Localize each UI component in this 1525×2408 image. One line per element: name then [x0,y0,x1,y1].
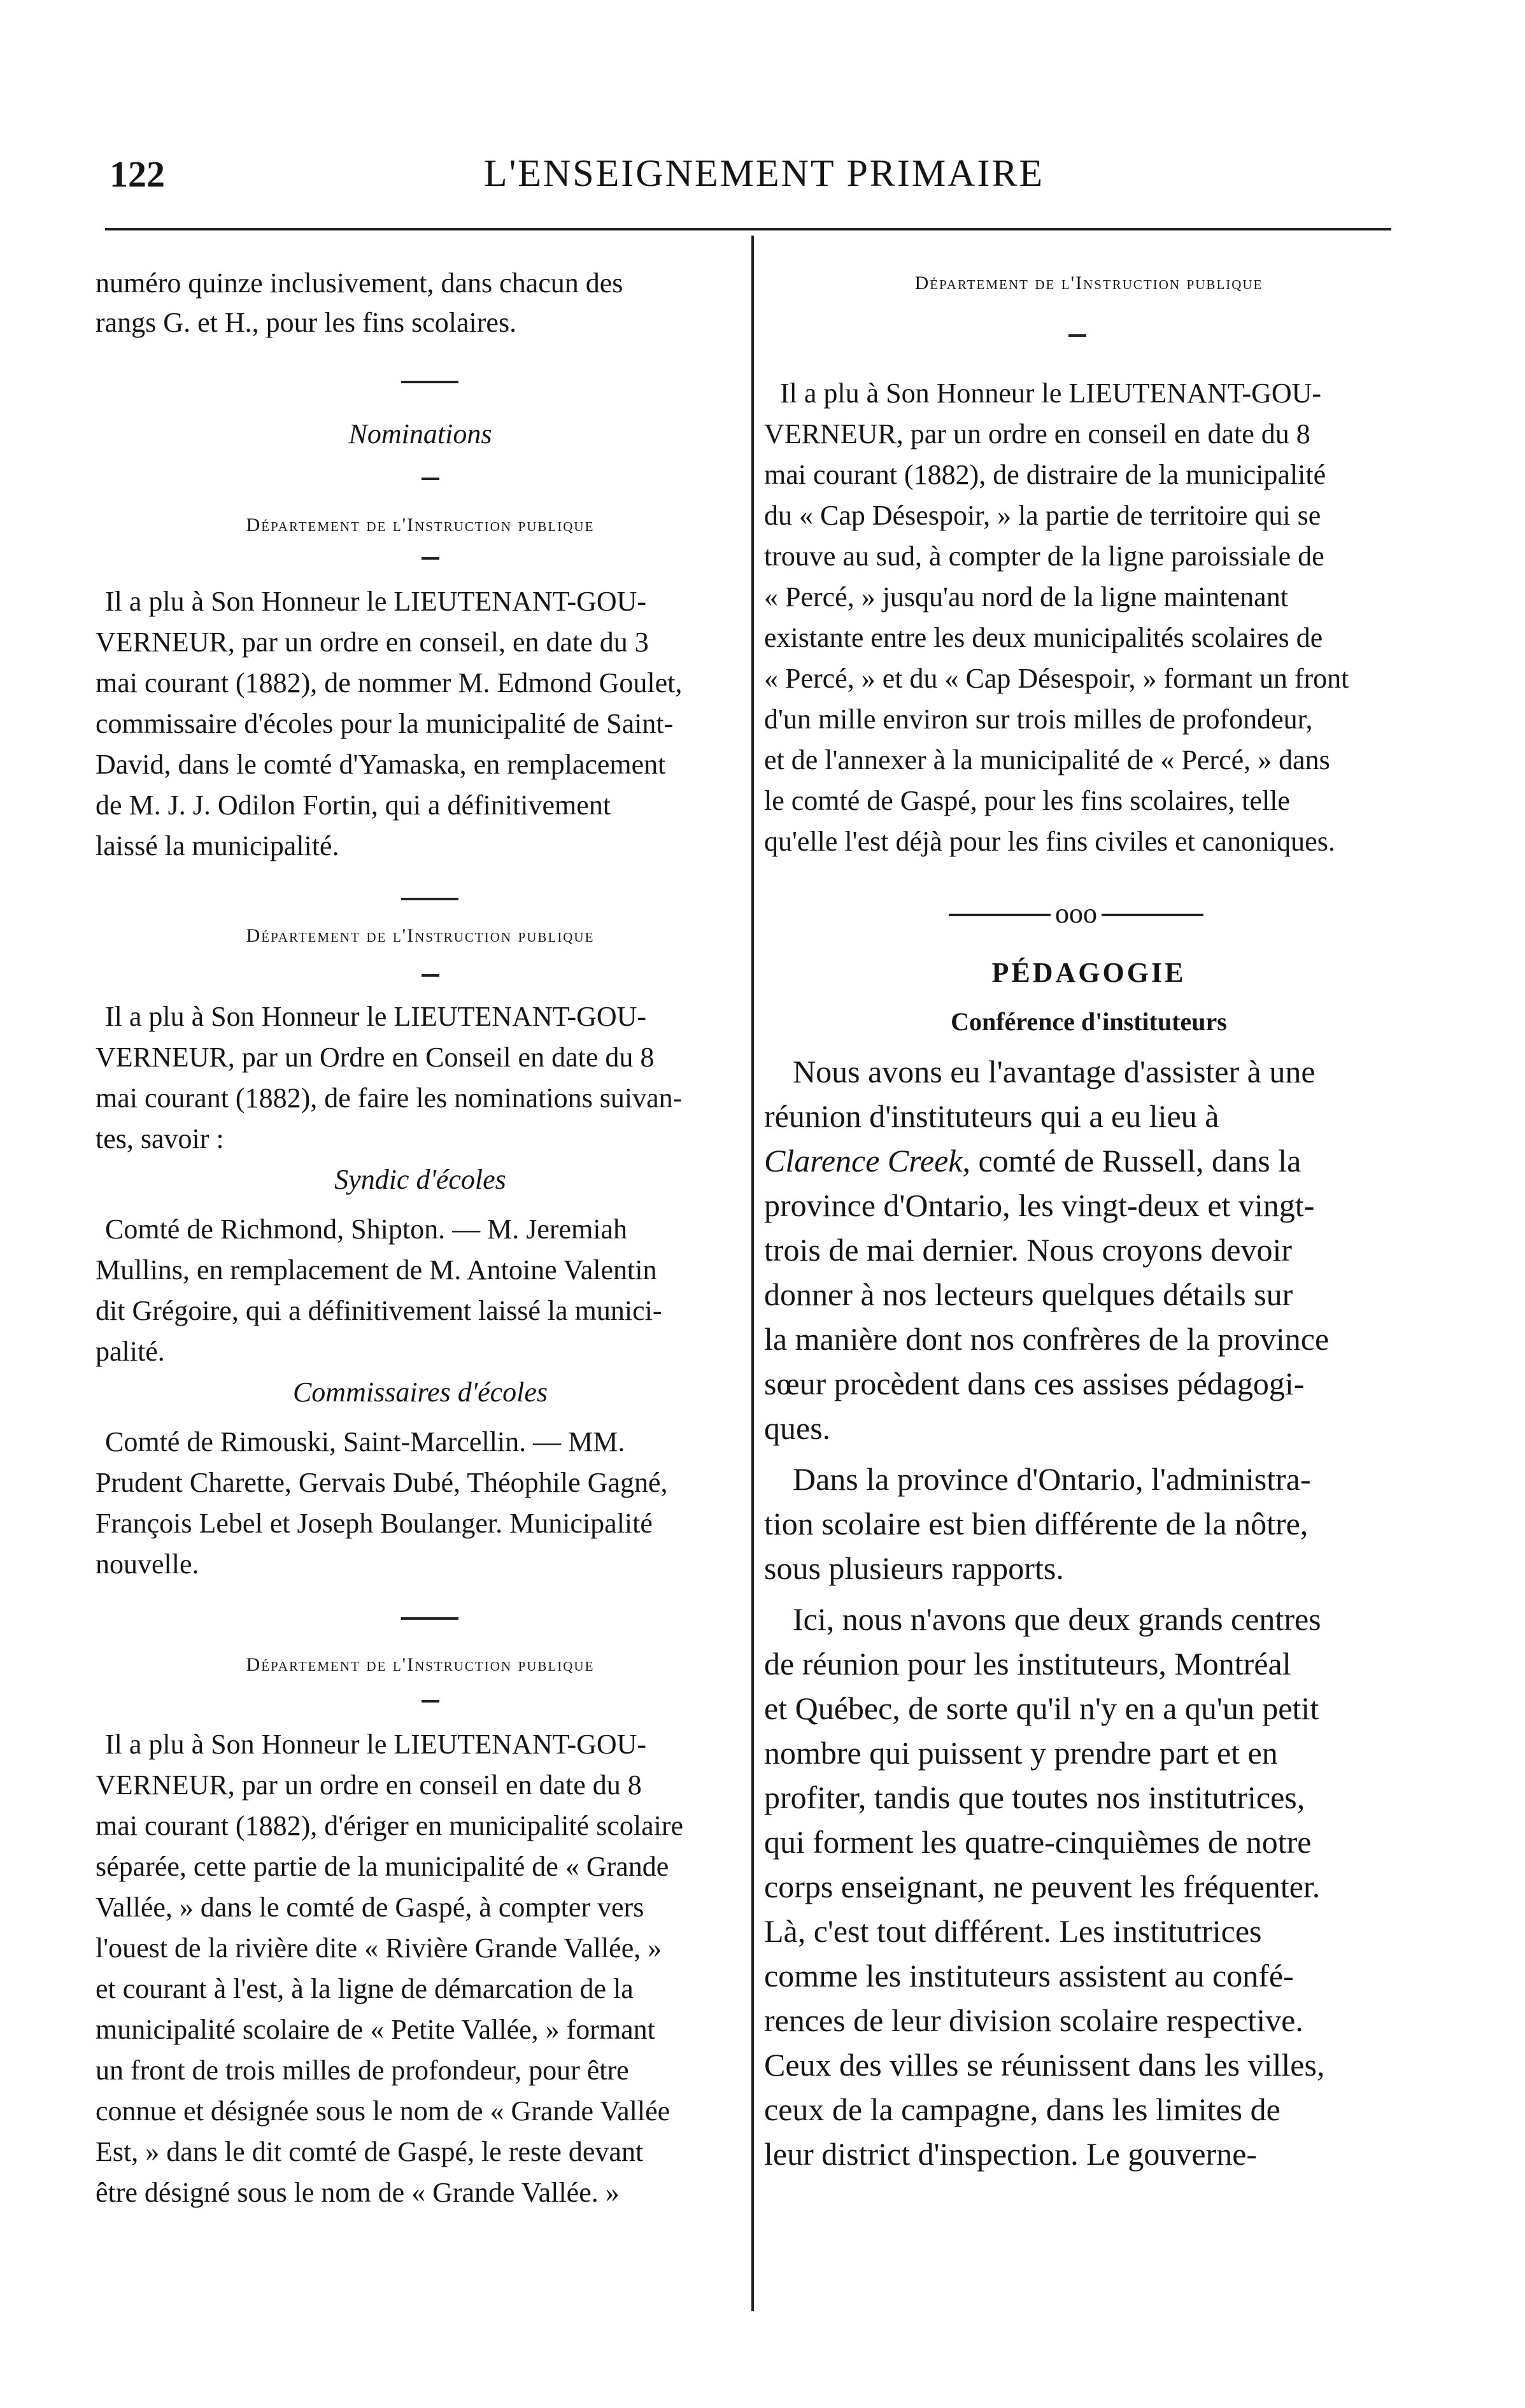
department-heading: Département de l'Instruction publique [246,1654,595,1675]
subheading: Conférence d'instituteurs [951,1007,1227,1036]
body-line: comme les instituteurs assistent au confé- [764,1958,1294,1994]
page-header [0,0,1525,229]
body-line: donner à nos lecteurs quelques détails sur [764,1277,1293,1312]
body-line: Nous avons eu l'avantage d'assister à une [793,1054,1316,1089]
body-line: rangs G. et H., pour les fins scolaires. [96,307,517,338]
body-line: mai courant (1882), d'ériger en municipalité scolaire [96,1810,684,1841]
separator-rule-left [949,914,1051,916]
body-line: municipalité scolaire de « Petite Vallée, » formant [96,2014,655,2045]
body-line: être désigné sous le nom de « Grande Vallée. » [96,2177,620,2208]
body-line: François Lebel et Joseph Boulanger. Municipalité [96,1508,653,1539]
body-line: connue et désignée sous le nom de « Grande Vallée [96,2095,670,2127]
body-line: commissaire d'écoles pour la municipalité de Saint- [96,708,674,739]
department-heading: Département de l'Instruction publique [246,925,595,946]
body-line: Clarence Creek, comté de Russell, dans la [764,1143,1302,1179]
body-line: d'un mille environ sur trois milles de profondeur, [764,704,1313,735]
body-line: numéro quinze inclusivement, dans chacun des [96,267,623,299]
body-line: et Québec, de sorte qu'il n'y en a qu'un petit [764,1690,1319,1726]
short-dash [422,974,439,977]
body-line: qui forment les quatre-cinquièmes de notre [764,1824,1312,1860]
short-dash [422,1700,439,1703]
body-line: Est, » dans le dit comté de Gaspé, le reste devant [96,2136,644,2167]
body-line: rences de leur division scolaire respective. [764,2002,1303,2038]
body-line: province d'Ontario, les vingt-deux et vingt- [764,1187,1315,1223]
body-line: Là, c'est tout différent. Les institutrices [764,1913,1262,1949]
body-line: tion scolaire est bien différente de la nôtre, [764,1506,1309,1541]
body-line: VERNEUR, par un Ordre en Conseil en date du 8 [96,1042,655,1073]
body-line: laissé la municipalité. [96,830,339,861]
body-line: sous plusieurs rapports. [764,1550,1064,1586]
body-line: trois de mai dernier. Nous croyons devoir [764,1232,1292,1268]
department-heading: Département de l'Instruction publique [914,273,1263,294]
body-line: leur district d'inspection. Le gouverne- [764,2136,1258,2172]
subheading: Commissaires d'écoles [292,1377,548,1408]
body-line: ques. [764,1410,831,1446]
body-line: Il a plu à Son Honneur le LIEUTENANT-GOU- [105,1729,647,1760]
body-line: dit Grégoire, qui a définitivement laissé la munici- [96,1295,662,1326]
body-line: mai courant (1882), de distraire de la municipalité [764,459,1326,490]
short-dash [422,557,439,560]
body-line: palité. [96,1336,165,1367]
body-line: VERNEUR, par un ordre en conseil, en date du 3 [96,627,649,658]
section-rule [401,898,458,900]
body-line: Comté de Richmond, Shipton. — M. Jeremiah [105,1214,628,1245]
body-line: Il a plu à Son Honneur le LIEUTENANT-GOU- [780,378,1322,409]
body-line: nouvelle. [96,1548,199,1580]
body-line: trouve au sud, à compter de la ligne paroissiale de [764,541,1324,572]
separator-rule-right [1102,914,1203,916]
body-line: séparée, cette partie de la municipalité de « Grande [96,1851,669,1882]
body-line: mai courant (1882), de faire les nominations suivan- [96,1082,683,1114]
body-line: Il a plu à Son Honneur le LIEUTENANT-GOU- [105,586,647,617]
body-line: nombre qui puissent y prendre part et en [764,1735,1278,1771]
body-line: VERNEUR, par un ordre en conseil en date du 8 [764,418,1310,450]
section-rule [401,1617,458,1620]
body-line: et de l'annexer à la municipalité de « Percé, » dans [764,744,1330,776]
short-dash [422,478,439,480]
body-line: de réunion pour les instituteurs, Montréal [764,1646,1291,1682]
page-number: 122 [110,153,165,195]
body-line: Il a plu à Son Honneur le LIEUTENANT-GOU- [105,1001,647,1032]
body-line: de M. J. J. Odilon Fortin, qui a définitivement [96,790,611,821]
short-dash [1068,334,1086,337]
section-heading: PÉDAGOGIE [991,957,1186,988]
body-line: ceux de la campagne, dans les limites de [764,2092,1280,2127]
column-divider [751,236,754,2311]
body-line: et courant à l'est, à la ligne de démarcation de la [96,1973,634,2004]
department-heading: Département de l'Instruction publique [246,514,595,535]
body-line: « Percé, » jusqu'au nord de la ligne maintenant [764,581,1288,613]
body-line: un front de trois milles de profondeur, pour être [96,2055,629,2086]
section-rule [401,381,458,383]
body-line: Ici, nous n'avons que deux grands centres [793,1601,1321,1637]
body-line: mai courant (1882), de nommer M. Edmond Goulet, [96,667,683,698]
body-line: David, dans le comté d'Yamaska, en remplacement [96,749,666,780]
body-line: du « Cap Désespoir, » la partie de territoire qui se [764,500,1321,531]
body-line: Dans la province d'Ontario, l'administra- [793,1461,1311,1497]
body-line: Mullins, en remplacement de M. Antoine Valentin [96,1254,657,1285]
body-line: l'ouest de la rivière dite « Rivière Grande Vallée, » [96,1932,662,1964]
page-title: L'ENSEIGNEMENT PRIMAIRE [483,152,1045,194]
body-line: sœur procèdent dans ces assises pédagogi- [764,1366,1305,1401]
body-line: existante entre les deux municipalités scolaires de [764,622,1323,653]
body-line: VERNEUR, par un ordre en conseil en date du 8 [96,1769,642,1801]
body-line: profiter, tandis que toutes nos institutrices, [764,1780,1305,1815]
body-line: réunion d'instituteurs qui a eu lieu à [764,1098,1219,1134]
body-line: « Percé, » et du « Cap Désespoir, » formant un front [764,663,1349,694]
subheading: Syndic d'écoles [334,1164,506,1195]
section-heading: Nominations [348,418,492,450]
body-line: la manière dont nos confrères de la province [764,1321,1330,1357]
body-line: qu'elle l'est déjà pour les fins civiles et canoniques. [764,826,1335,857]
header-rule [105,228,1391,230]
body-line: corps enseignant, ne peuvent les fréquenter. [764,1869,1321,1904]
body-line: Vallée, » dans le comté de Gaspé, à compter vers [96,1892,644,1923]
separator-ornament: ooo [1055,898,1097,929]
body-line: le comté de Gaspé, pour les fins scolaires, telle [764,785,1290,816]
body-line: tes, savoir : [96,1123,224,1154]
body-line: Ceux des villes se réunissent dans les villes, [764,2047,1325,2083]
body-line: Prudent Charette, Gervais Dubé, Théophile Gagné, [96,1467,668,1498]
body-line: Comté de Rimouski, Saint-Marcellin. — MM. [105,1426,625,1457]
